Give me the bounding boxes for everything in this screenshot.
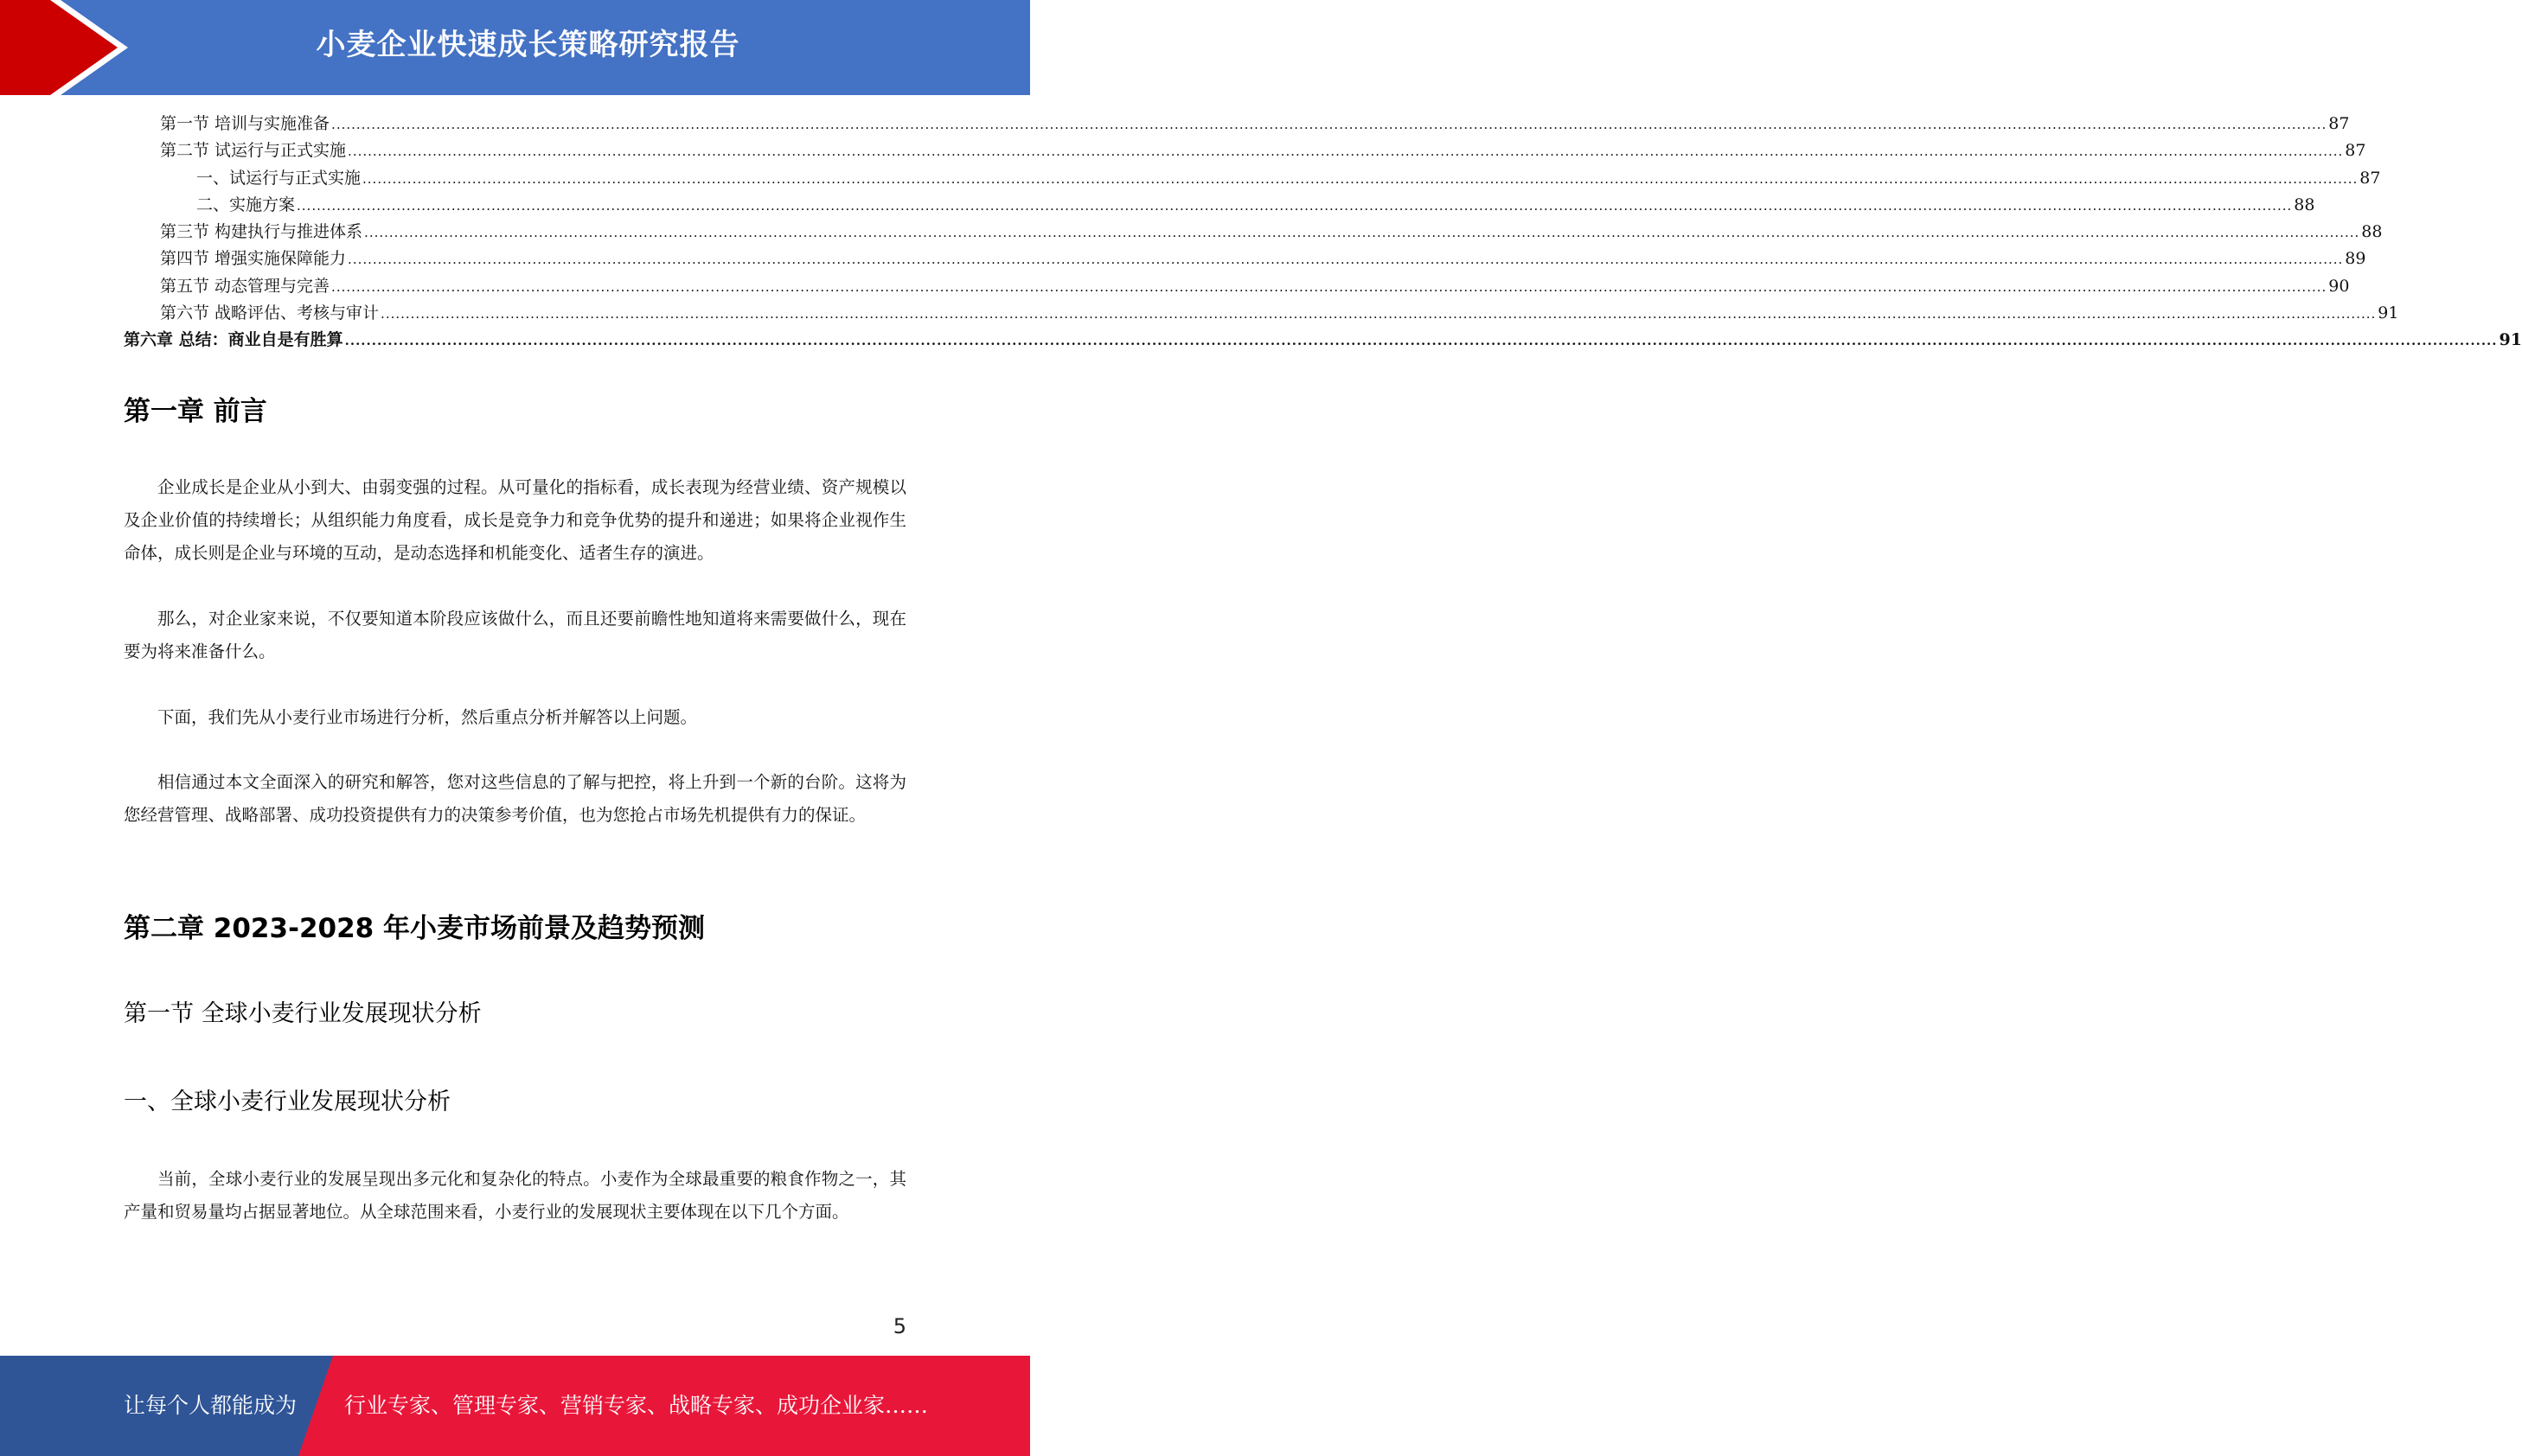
toc-entry[interactable]: [124, 273, 2350, 300]
toc-entry-title: 一、试运行与正式实施: [196, 168, 362, 188]
toc-entry-page: 91: [2378, 303, 2399, 323]
toc-entry[interactable]: [124, 137, 2366, 164]
toc-entry-page: 91: [2499, 330, 2522, 350]
toc-leader-dots: ................................................................................................................................................................................................................................................................................................................................................................................................................: [362, 170, 2359, 187]
toc-leader-dots: ................................................................................................................................................................................................................................................................................................................................................................................................................: [348, 144, 2344, 160]
toc-entry-title: 第三节 构建执行与推进体系: [160, 222, 363, 242]
toc-entry-page: 87: [2359, 168, 2381, 188]
toc-entry-title: 二、实施方案: [196, 195, 296, 214]
toc-entry-title: 第二节 试运行与正式实施: [160, 141, 347, 161]
footer-slogan-left: 让每个人都能成为: [124, 1393, 298, 1418]
table-of-contents: [124, 111, 2522, 354]
toc-entry-page: 88: [2294, 195, 2315, 214]
toc-entry-page: 88: [2361, 222, 2383, 242]
chapter-1-paragraph: 企业成长是企业从小到大、由弱变强的过程。从可量化的指标看，成长表现为经营业绩、资产规模以及企业价值的持续增长；从组织能力角度看，成长是竞争力和竞争优势的提升和递进；如果将企业视作生命体，成长则是企业与环境的互动，是动态选择和机能变化、适者生存的演进。: [124, 477, 906, 563]
toc-entry[interactable]: [124, 192, 2315, 219]
toc-entry-title: 第一节 培训与实施准备: [160, 114, 330, 133]
chapter-1-paragraph: 那么，对企业家来说，不仅要知道本阶段应该做什么，而且还要前瞻性地知道将来需要做什么，现在要为将来准备什么。: [124, 609, 906, 661]
toc-entry[interactable]: [124, 219, 2383, 246]
report-title: 小麦企业快速成长策略研究报告: [316, 28, 740, 62]
chapter-2-paragraph: 当前，全球小麦行业的发展呈现出多元化和复杂化的特点。小麦作为全球最重要的粮食作物之一，其产量和贸易量均占据显著地位。从全球范围来看，小麦行业的发展现状主要体现在以下几个方面。: [124, 1169, 906, 1222]
toc-leader-dots: ................................................................................................................................................................................................................................................................................................................................................................................................................: [331, 117, 2327, 132]
toc-entry[interactable]: [124, 111, 2350, 137]
toc-entry-page: 89: [2345, 249, 2366, 269]
page-number: 5: [893, 1314, 906, 1338]
toc-leader-dots: ................................................................................................................................................................................................................................................................................................................................................................................................................: [331, 278, 2327, 295]
subsection-heading: 一、全球小麦行业发展现状分析: [124, 1089, 451, 1115]
chapter-1-heading: 第一章 前言: [124, 396, 267, 427]
section-heading: 第一节 全球小麦行业发展现状分析: [124, 1000, 482, 1027]
toc-entry[interactable]: [124, 165, 2381, 192]
toc-leader-dots: ................................................................................................................................................................................................................................................................................................................................................................................................................: [364, 225, 2360, 241]
toc-entry-page: 87: [2345, 141, 2366, 161]
toc-entry-title: 第四节 增强实施保障能力: [160, 249, 347, 269]
toc-entry[interactable]: [124, 246, 2366, 272]
footer-band: [0, 1356, 1030, 1456]
toc-entry-title: 第五节 动态管理与完善: [160, 276, 330, 296]
toc-entry-title: 第六章 总结：商业自是有胜算: [124, 330, 343, 350]
toc-entry-title: 第六节 战略评估、考核与审计: [160, 303, 380, 323]
toc-entry-page: 87: [2328, 114, 2350, 133]
toc-leader-dots: ................................................................................................................................................................................................................................................................................................................................................................................................................: [297, 197, 2293, 214]
chapter-1-paragraph: 相信通过本文全面深入的研究和解答，您对这些信息的了解与把控，将上升到一个新的台阶。这将为您经营管理、战略部署、成功投资提供有力的决策参考价值，也为您抢占市场先机提供有力的保证。: [124, 772, 906, 825]
toc-entry-page: 90: [2328, 276, 2350, 296]
chapter-2-heading: 第二章 2023-2028 年小麦市场前景及趋势预测: [124, 913, 706, 944]
toc-leader-dots: ................................................................................................................................................................................................................................................................................................................................................................................................................: [381, 306, 2377, 322]
footer-slogan-right: 行业专家、管理专家、营销专家、战略专家、成功企业家……: [344, 1393, 929, 1418]
chapter-1-paragraph: 下面，我们先从小麦行业市场进行分析，然后重点分析并解答以上问题。: [157, 707, 698, 727]
toc-leader-dots: ................................................................................................................................................................................................................................................................................................................................................................................................................: [348, 252, 2344, 268]
toc-leader-dots: ................................................................................................................................................................................................................................................................................................................................................................................................................: [344, 333, 2498, 349]
toc-entry[interactable]: [124, 327, 2522, 354]
toc-entry[interactable]: [124, 300, 2399, 327]
header-band: [0, 0, 1030, 95]
